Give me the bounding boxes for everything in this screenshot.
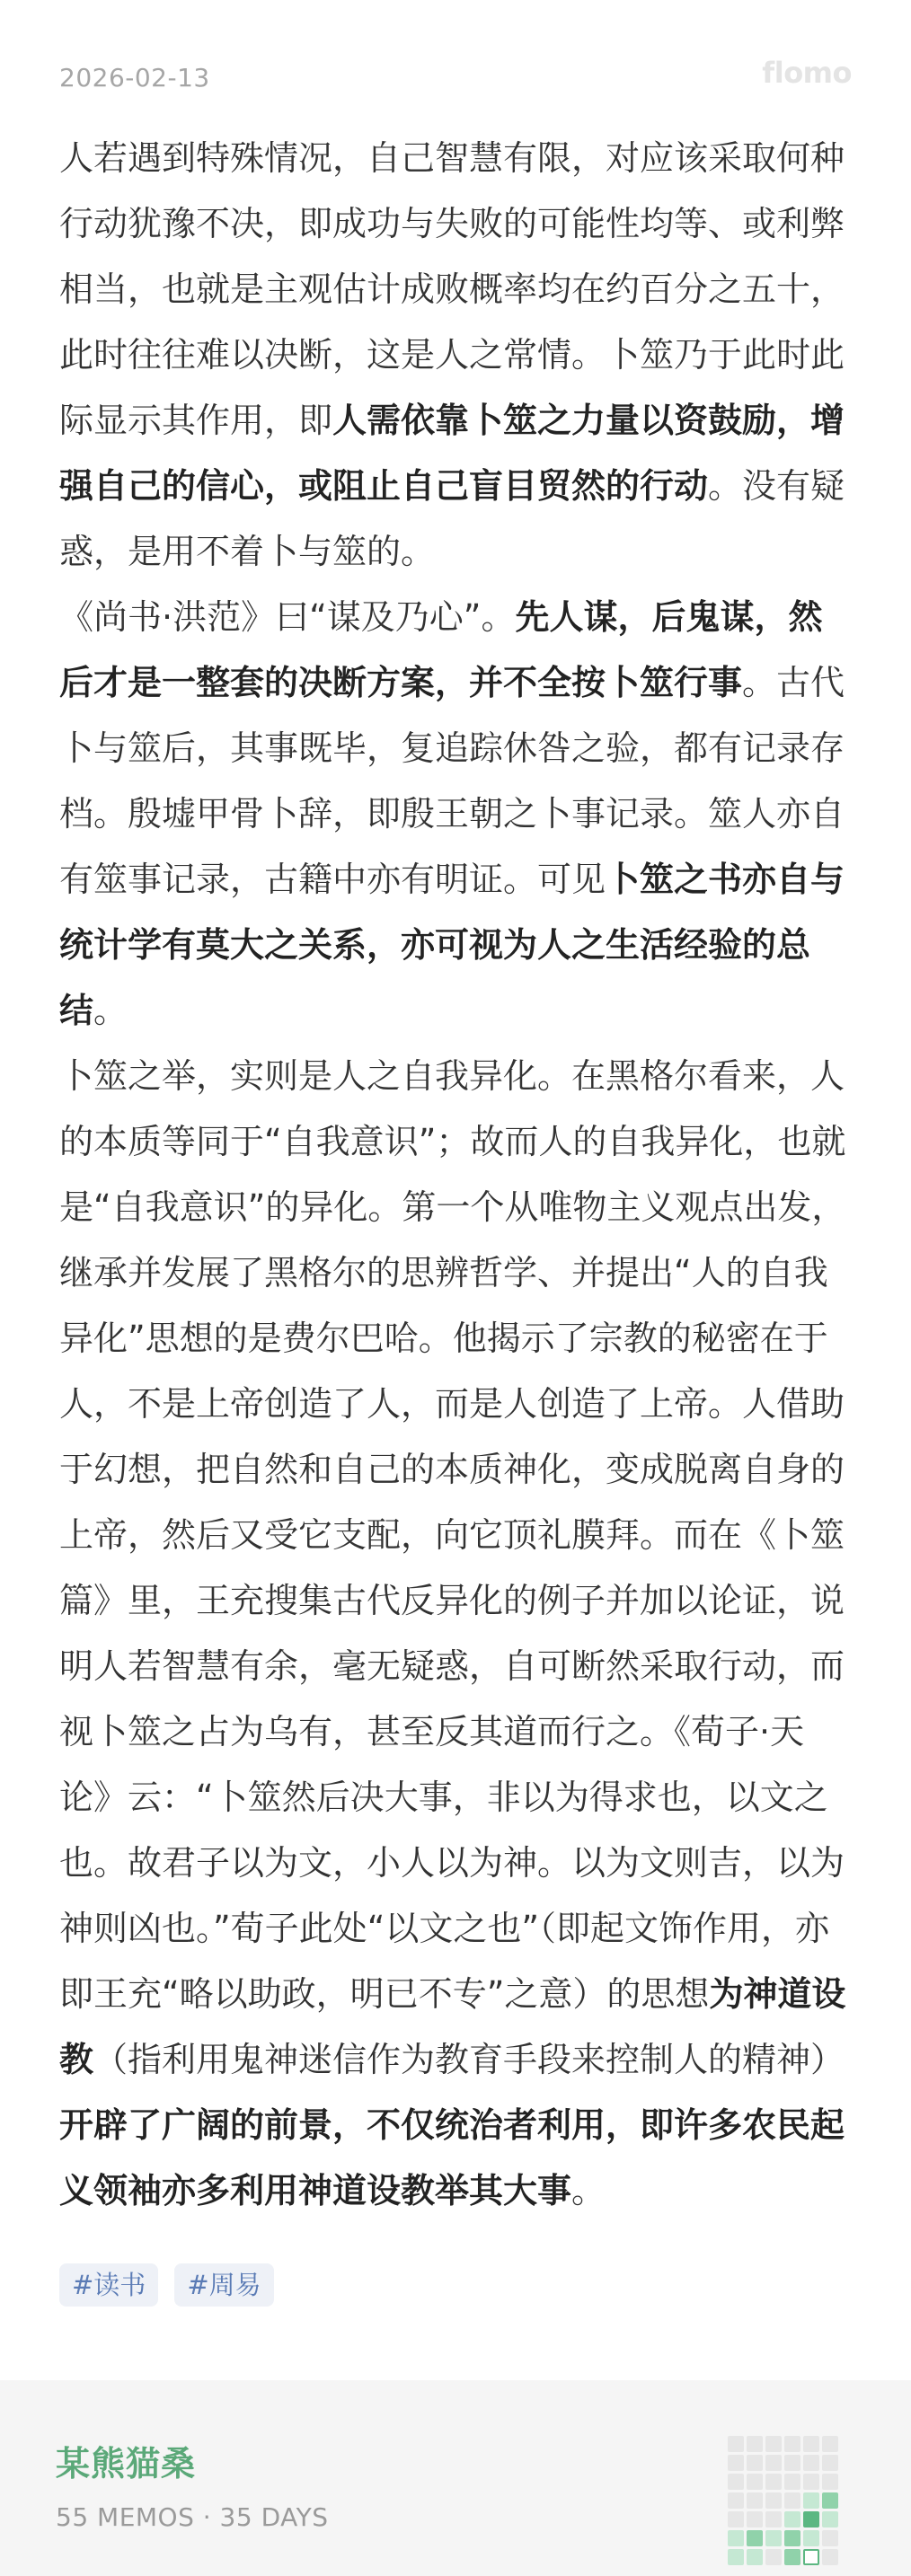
bold-text: 为神道设教 (59, 1974, 846, 2079)
bold-text: 开辟了广阔的前景，不仅统治者利用，即许多农民起义领袖亦多利用神道设教举其大事 (59, 2105, 845, 2210)
heatmap-cell (803, 2549, 819, 2565)
heatmap-cell (747, 2436, 763, 2452)
text-run: 。 (93, 991, 128, 1030)
heatmap-cell (728, 2511, 744, 2527)
flomo-logo: flomo (762, 56, 852, 90)
heatmap-cell (822, 2455, 838, 2471)
heatmap-cell (765, 2474, 782, 2490)
heatmap-cell (747, 2511, 763, 2527)
heatmap-cell (803, 2530, 819, 2546)
text-run: （指利用鬼神迷信作为教育手段来控制人的精神） (93, 2040, 845, 2079)
heatmap-cell (728, 2455, 744, 2471)
heatmap-cell (784, 2492, 800, 2509)
heatmap-cell (784, 2511, 800, 2527)
tag-reading[interactable]: #读书 (59, 2263, 158, 2307)
heatmap-cell (747, 2455, 763, 2471)
heatmap-cell (822, 2530, 838, 2546)
heatmap-cell (803, 2511, 819, 2527)
heatmap-cell (765, 2530, 782, 2546)
heatmap-cell (728, 2436, 744, 2452)
share-footer (0, 2380, 911, 2576)
heatmap-cell (784, 2455, 800, 2471)
heatmap-cell (728, 2492, 744, 2509)
heatmap-cell (784, 2436, 800, 2452)
bold-text: 人需依靠卜筮之力量以资鼓励，增强自己的信心，或阻止自己盲目贸然的行动 (59, 401, 845, 506)
heatmap-cell (822, 2492, 838, 2509)
heatmap-cell (765, 2492, 782, 2509)
memo-paragraph (59, 1044, 854, 2224)
heatmap-cell (784, 2530, 800, 2546)
heatmap-cell (747, 2474, 763, 2490)
heatmap-cell (765, 2436, 782, 2452)
heatmap-cell (822, 2436, 838, 2452)
heatmap-cell (765, 2549, 782, 2565)
bold-text: 卜筮之书亦自与统计学有莫大之关系，亦可视为人之生活经验的总结 (59, 860, 845, 1030)
tag-zhouyi[interactable]: #周易 (174, 2263, 273, 2307)
heatmap-cell (803, 2474, 819, 2490)
text-run: 卜筮之举，实则是人之自我异化。在黑格尔看来，人的本质等同于“自我意识”；故而人的自我异化，也就是“自我意识”的异化。第一个从唯物主义观点出发，继承并发展了黑格尔的思辨哲学、并提出“人的自我异化”思想的是费尔巴哈。他揭示了宗教的秘密在于人，不是上帝创造了人，而是人创造了上帝。人借助于幻想，把自然和自己的本质神化，变成脱离自身的上帝，然后又受它支配，向它顶礼膜拜。而在《卜筮篇》里，王充搜集古代反异化的例子并加以论证，说明人若智慧有余，毫无疑惑，自可断然采取行动，而视卜筮之占为乌有，甚至反其道而行之。《荀子·天论》云：“卜筮然后决大事，非以为得求也，以文之也。故君子以为文，小人以为神。以为文则吉，以为神则凶也。”荀子此处“以文之也”（即起文饰作用，亦即王充“略以助政，明已不专”之意）的思想 (59, 1056, 846, 2014)
memo-date: 2026-02-13 (59, 63, 210, 93)
heatmap-cell (765, 2511, 782, 2527)
text-run: 《尚书·洪范》曰“谋及乃心”。 (59, 597, 516, 637)
memo-paragraph (59, 585, 854, 1044)
memo-stats: 55 MEMOS · 35 DAYS (56, 2502, 329, 2532)
heatmap-cell (803, 2436, 819, 2452)
text-run: 。古代卜与筮后，其事既毕，复追踪休咎之验，都有记录存档。殷墟甲骨卜辞，即殷王朝之卜事记录。筮人亦自有筮事记录，古籍中亦有明证。可见 (59, 663, 845, 899)
bold-text: 先人谋，后鬼谋，然后才是一整套的决断方案，并不全按卜筮行事 (59, 597, 823, 702)
heatmap-cell (747, 2549, 763, 2565)
heatmap-cell (822, 2549, 838, 2565)
text-run: 人若遇到特殊情况，自己智慧有限，对应该采取何种行动犹豫不决，即成功与失败的可能性均等、或利弊相当，也就是主观估计成败概率均在约百分之五十，此时往往难以决断，这是人之常情。卜筮乃于此时此际显示其作用，即 (59, 138, 845, 440)
heatmap-cell (747, 2492, 763, 2509)
heatmap-cell (728, 2549, 744, 2565)
heatmap-cell (784, 2474, 800, 2490)
text-run: 。 (571, 2171, 606, 2210)
heatmap-cell (803, 2455, 819, 2471)
memo-content (59, 126, 854, 2224)
heatmap-cell (765, 2455, 782, 2471)
text-run: 。没有疑惑，是用不着卜与筮的。 (59, 466, 845, 571)
author-name: 某熊猫桑 (56, 2444, 197, 2483)
memo-paragraph (59, 126, 854, 585)
heatmap-cell (803, 2492, 819, 2509)
heatmap-cell (747, 2530, 763, 2546)
heatmap-cell (784, 2549, 800, 2565)
tag-list (59, 2263, 274, 2307)
heatmap-cell (822, 2474, 838, 2490)
activity-heatmap (728, 2436, 838, 2565)
heatmap-cell (728, 2530, 744, 2546)
heatmap-cell (822, 2511, 838, 2527)
heatmap-cell (728, 2474, 744, 2490)
